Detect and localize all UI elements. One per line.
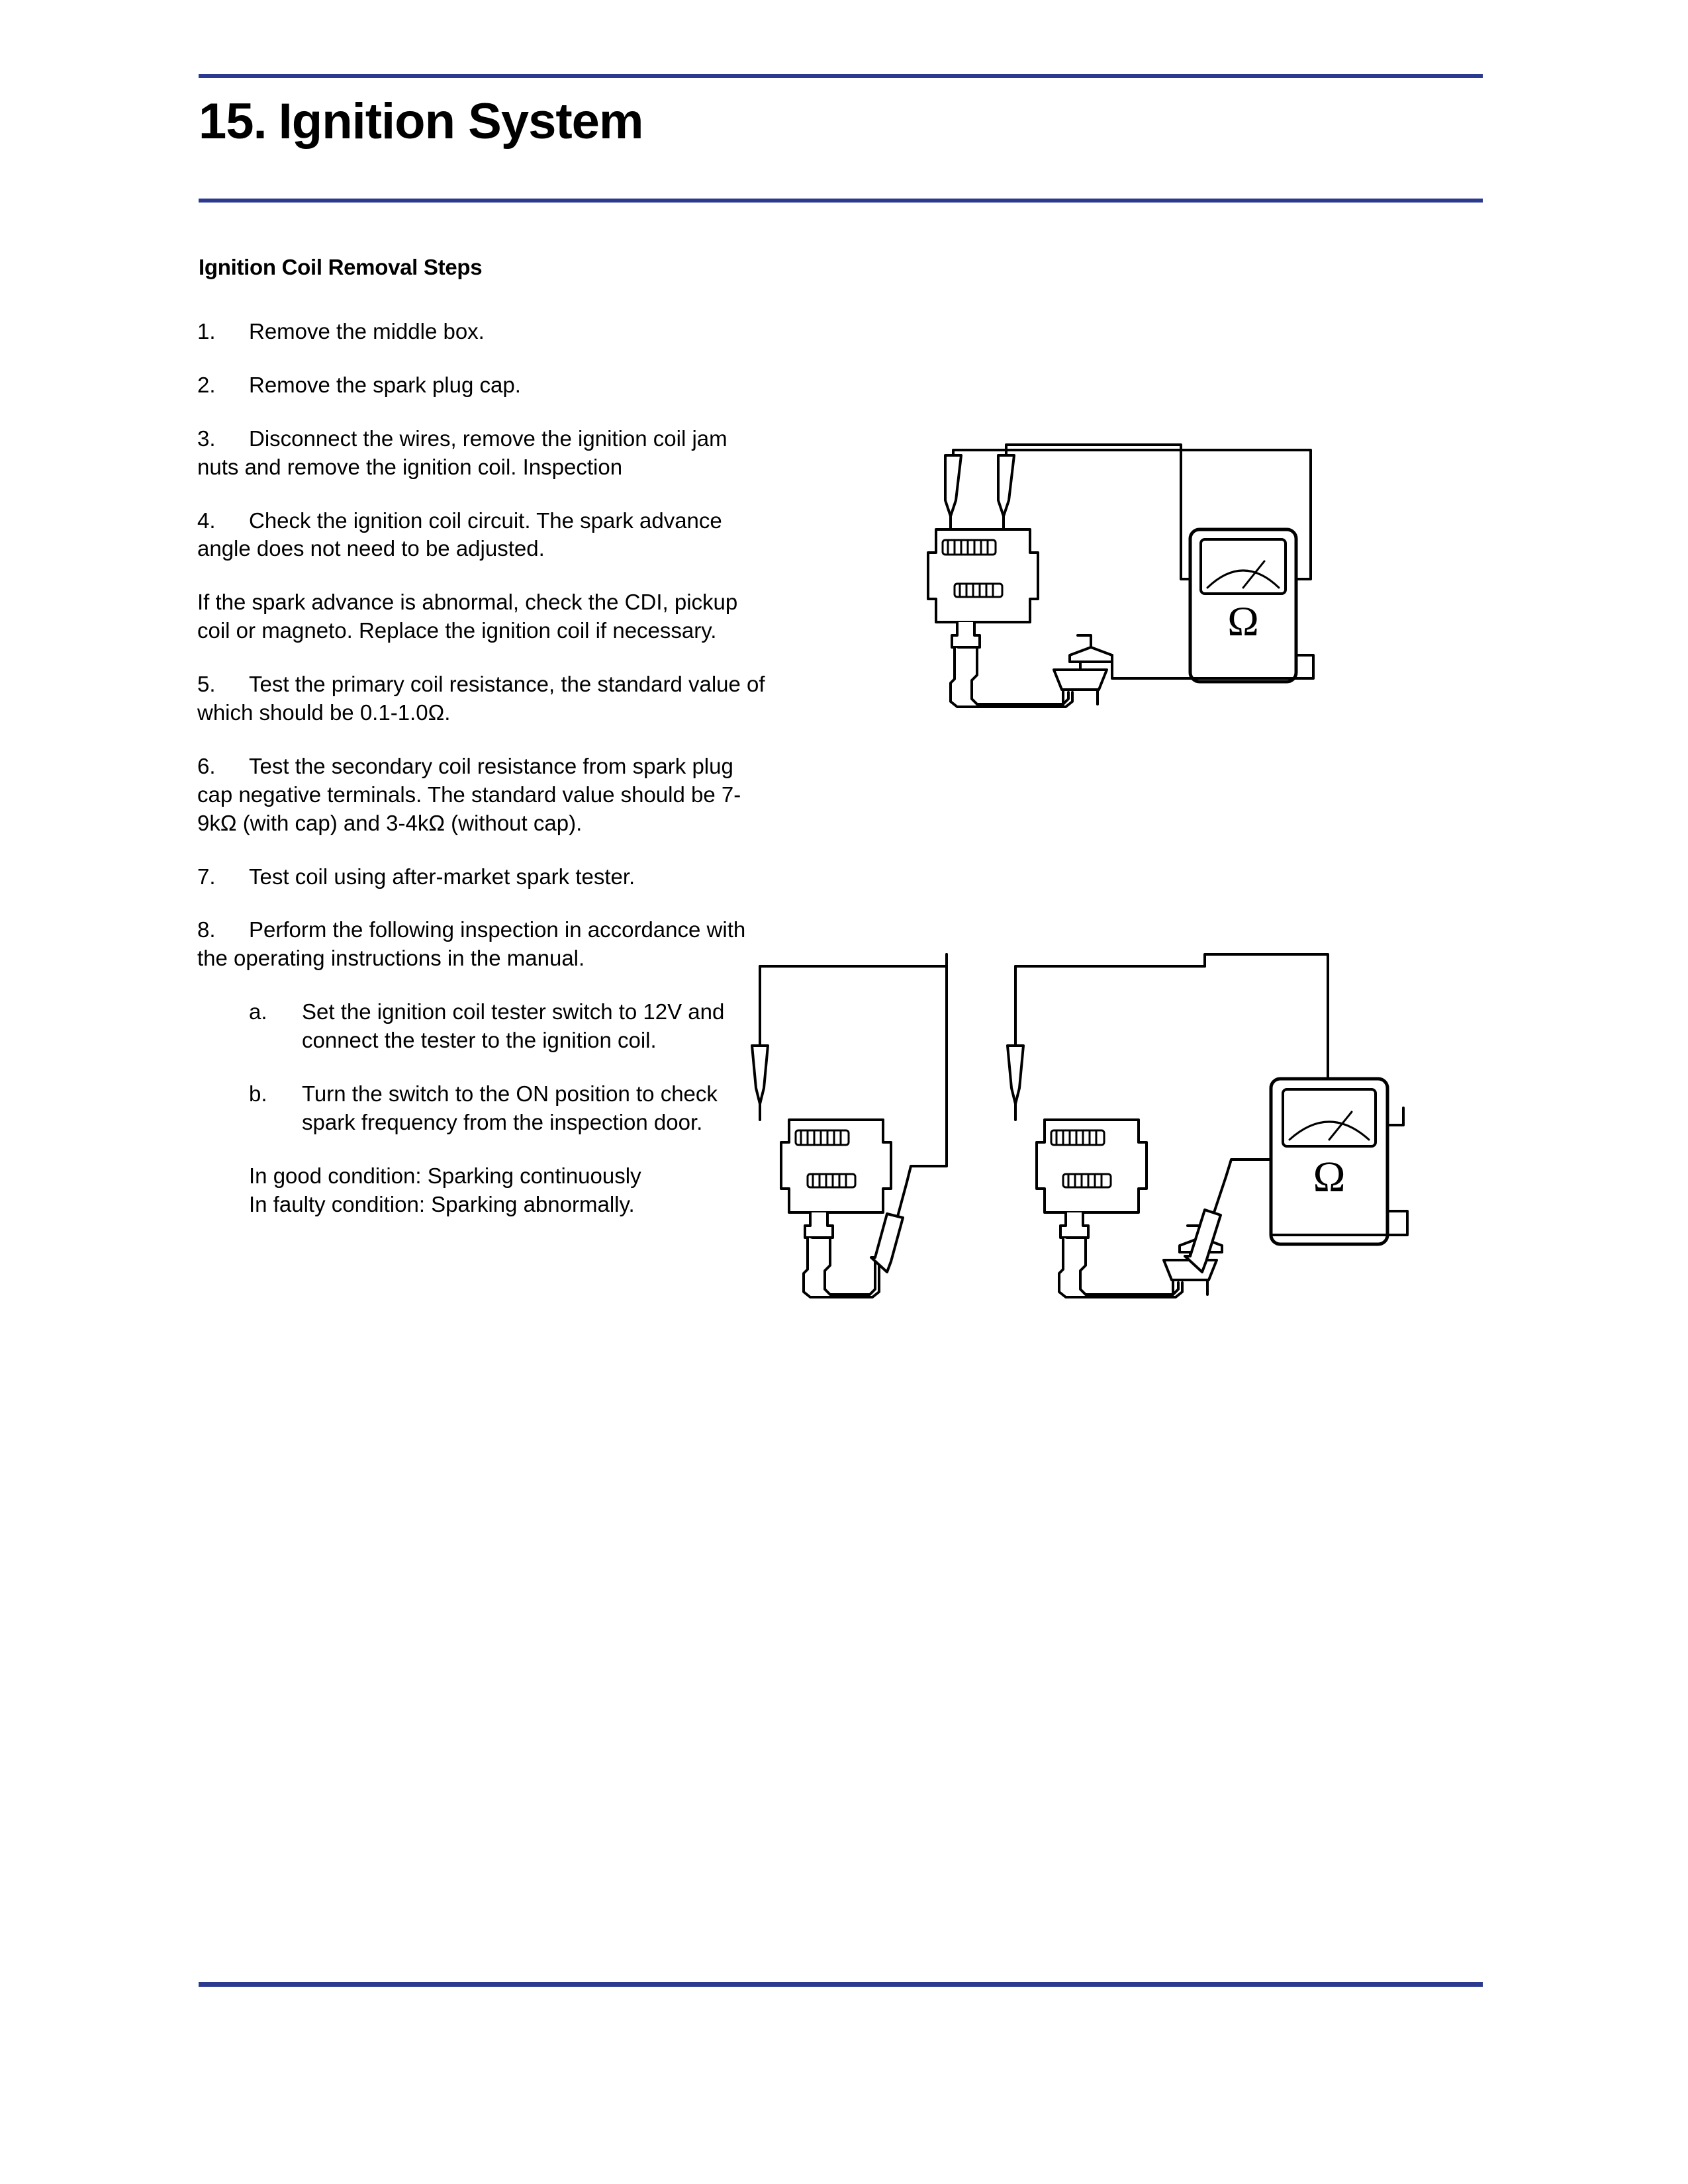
step-text: Test coil using after-market spark tester. (249, 864, 635, 889)
step-item (197, 371, 773, 400)
spark-plug-cap-illustration (1054, 635, 1112, 704)
sub-step-text: Set the ignition coil tester switch to 12V and connect the tester to the ignition coil. (302, 999, 725, 1053)
chapter-title: Ignition System (278, 93, 643, 150)
step-text: Remove the spark plug cap. (249, 372, 521, 397)
step-text: Disconnect the wires, remove the ignition coil jam nuts and remove the ignition coil. Inspection (197, 426, 727, 479)
sub-step-text: Turn the switch to the ON position to check spark frequency from the inspection door. (302, 1081, 718, 1134)
condition-faulty: In faulty condition: Sparking abnormally. (249, 1191, 635, 1216)
step-item (197, 916, 773, 973)
ohm-meter-icon (1190, 529, 1296, 682)
step-item (197, 863, 773, 891)
sub-step-item (249, 1080, 773, 1137)
step-marker: 3. (197, 426, 216, 451)
page-title (199, 93, 643, 150)
step-marker: 1. (197, 319, 216, 343)
svg-text:Ω: Ω (1227, 598, 1259, 645)
step-item (197, 425, 773, 482)
condition-good: In good condition: Sparking continuously (249, 1163, 641, 1188)
ohm-meter-icon (1271, 1079, 1407, 1244)
step-text: Check the ignition coil circuit. The spark advance angle does not need to be adjusted. (197, 508, 722, 561)
step-marker: 5. (197, 672, 216, 697)
sub-step-item (249, 998, 773, 1055)
test-probe-right (998, 455, 1014, 529)
sub-step-marker: a. (249, 999, 267, 1024)
condition-block (249, 1162, 773, 1219)
coil-with-cap-illustration (752, 954, 947, 1297)
instructions-column (197, 318, 773, 1219)
step-marker: 4. (197, 508, 216, 533)
secondary-coil-test-figure (748, 946, 1450, 1373)
footer-rule (199, 1982, 1483, 1987)
step-marker: 2. (197, 372, 216, 397)
sub-step-list (249, 998, 773, 1137)
svg-text:Ω: Ω (1313, 1153, 1346, 1201)
test-probe-left (945, 455, 961, 529)
step-text: Test the secondary coil resistance from spark plug cap negative terminals. The standard value should be 7-9kΩ (with cap) and 3-4kΩ (without cap). (197, 753, 741, 835)
step-item (197, 752, 773, 838)
step-item (197, 507, 773, 564)
header-rule-under-title (199, 199, 1483, 203)
header-rule-top (199, 74, 1483, 78)
primary-coil-test-figure (914, 437, 1324, 824)
note-paragraph (197, 588, 773, 645)
step-marker: 6. (197, 753, 216, 778)
step-item (197, 318, 773, 346)
step-text: Remove the middle box. (249, 319, 485, 343)
step-text: Perform the following inspection in accordance with the operating instructions in the manual. (197, 917, 746, 971)
chapter-number: 15. (199, 93, 267, 150)
sub-step-marker: b. (249, 1081, 267, 1107)
section-heading: Ignition Coil Removal Steps (199, 255, 483, 279)
step-text: Test the primary coil resistance, the standard value of which should be 0.1-1.0Ω. (197, 672, 765, 725)
ignition-coil-illustration (928, 529, 1072, 707)
step-marker: 8. (197, 917, 216, 942)
step-marker: 7. (197, 864, 216, 889)
note-text: If the spark advance is abnormal, check the CDI, pickup coil or magneto. Replace the ignition coil if necessary. (197, 590, 738, 643)
step-item (197, 670, 773, 727)
